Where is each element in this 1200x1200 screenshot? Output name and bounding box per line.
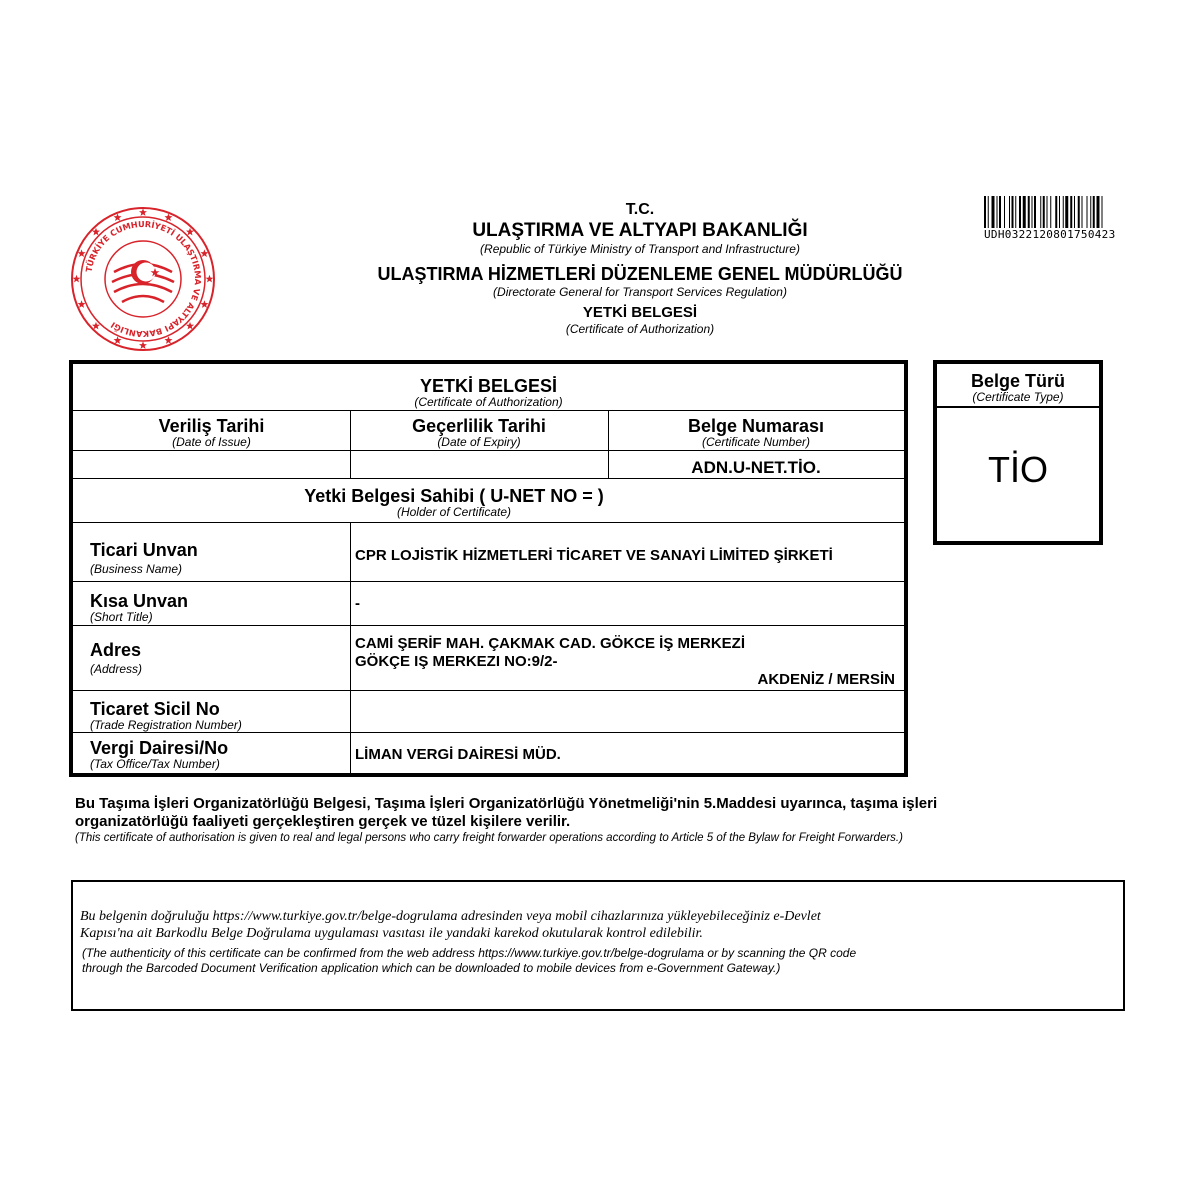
address-line-2: GÖKÇE IŞ MERKEZI NO:9/2- <box>355 653 558 670</box>
header-ministry: ULAŞTIRMA VE ALTYAPI BAKANLIĞI <box>472 220 808 241</box>
verification-tr <box>80 908 980 942</box>
table-title-en: (Certificate of Authorization) <box>414 395 563 409</box>
cert-type-label: Belge Türü <box>970 371 1065 391</box>
holder-label: Yetki Belgesi Sahibi ( U-NET NO = ) <box>304 486 604 506</box>
legal-statement <box>75 795 1075 845</box>
barcode-bar <box>1019 196 1021 228</box>
barcode-bar <box>1059 196 1060 228</box>
seal-star-icon <box>139 208 147 216</box>
seal-star-icon <box>206 275 214 283</box>
seal-star-icon <box>73 275 81 283</box>
barcode-bar <box>1004 196 1005 228</box>
barcode-image <box>984 196 1138 228</box>
barcode-bar <box>1090 196 1091 228</box>
certificate-type-box <box>933 360 1103 545</box>
barcode-bar <box>997 196 998 228</box>
barcode-bar <box>1043 196 1045 228</box>
verification-en-line-1: (The authenticity of this certificate can be confirmed from the web address https://www.turkiye.gov.tr/belge-dogrulama or by scanning the QR code <box>82 946 857 960</box>
barcode-bar <box>1009 196 1010 228</box>
tax-office-label-en: (Tax Office/Tax Number) <box>90 757 220 771</box>
header-directorate-en: (Directorate General for Transport Services Regulation) <box>493 285 787 299</box>
legal-en: (This certificate of authorisation is given to real and legal persons who carry freight forwarder operations according to Article 5 of the Bylaw for Freight Forwarders.) <box>75 832 903 844</box>
barcode-bar <box>992 196 995 228</box>
trade-registry-label-en: (Trade Registration Number) <box>90 718 242 732</box>
seal-star-icon <box>139 341 147 349</box>
document-header <box>300 200 980 337</box>
cert-number-value: ADN.U-NET.TİO. <box>691 458 821 477</box>
barcode-bar <box>1070 196 1072 228</box>
barcode-number: UDH0322120801750423 <box>984 228 1116 241</box>
barcode-bar <box>1097 196 1100 228</box>
verification-tr-line-1: Bu belgenin doğruluğu https://www.turkiye.gov.tr/belge-dogrulama adresinden veya mobil cihazlarınıza yükleyebileceğiniz e-Devlet <box>80 909 821 924</box>
barcode-bar <box>1050 196 1051 228</box>
trade-registry-label: Ticaret Sicil No <box>90 699 220 719</box>
verification-box <box>71 880 1125 1011</box>
cert-type-value: TİO <box>988 449 1048 490</box>
cert-type-label-en: (Certificate Type) <box>972 390 1064 404</box>
barcode-bar <box>984 196 986 228</box>
barcode-bar <box>1102 196 1103 228</box>
barcode-bar <box>1078 196 1080 228</box>
header-tc: T.C. <box>625 201 655 218</box>
barcode-bar <box>1023 196 1026 228</box>
seal-star-icon <box>78 300 86 308</box>
barcode-bar <box>1093 196 1095 228</box>
cert-number-label: Belge Numarası <box>687 416 825 436</box>
short-title-value: - <box>355 595 360 612</box>
barcode-bar <box>1063 196 1064 228</box>
ministry-seal-logo <box>70 206 216 352</box>
issue-date-label-en: (Date of Issue) <box>172 435 251 449</box>
verification-tr-line-2: Kapısı'na ait Barkodlu Belge Doğrulama uygulaması vasıtası ile yandaki karekod okutularak kontrol edilebilir. <box>80 926 703 941</box>
barcode-bar <box>1015 196 1016 228</box>
cert-number-label-en: (Certificate Number) <box>701 435 811 449</box>
address-city: AKDENİZ / MERSİN <box>757 671 895 688</box>
seal-ring-text: TÜRKİYE CUMHURİYETİ ULAŞTIRMA VE ALTYAPI BAKANLIĞI <box>83 218 204 340</box>
barcode-bar <box>1082 196 1083 228</box>
tax-office-value: LİMAN VERGİ DAİRESİ MÜD. <box>355 746 561 763</box>
table-title: YETKİ BELGESİ <box>419 376 558 396</box>
barcode-bar <box>1012 196 1014 228</box>
address-label: Adres <box>90 640 142 660</box>
barcode-bar <box>1040 196 1041 228</box>
certificate-table <box>69 360 908 777</box>
barcode-bar <box>1065 196 1068 228</box>
business-name-label-en: (Business Name) <box>90 562 183 576</box>
barcode-bar <box>988 196 989 228</box>
business-name-label: Ticari Unvan <box>90 540 198 560</box>
header-directorate: ULAŞTIRMA HİZMETLERİ DÜZENLEME GENEL MÜDÜRLÜĞÜ <box>377 264 903 284</box>
barcode-bar <box>1087 196 1088 228</box>
barcode-bar <box>1034 196 1036 228</box>
header-certificate-en: (Certificate of Authorization) <box>565 322 715 336</box>
address-line-1: CAMİ ŞERİF MAH. ÇAKMAK CAD. GÖKCE İŞ MERKEZİ <box>355 635 745 652</box>
barcode-bar <box>999 196 1001 228</box>
verification-en <box>82 946 982 976</box>
expiry-date-label-en: (Date of Expiry) <box>437 435 521 449</box>
barcode-bar <box>1047 196 1048 228</box>
issue-date-label: Veriliş Tarihi <box>158 416 265 436</box>
barcode-bar <box>1032 196 1033 228</box>
seal-star-icon <box>200 300 208 308</box>
header-certificate: YETKİ BELGESİ <box>582 304 698 321</box>
address-label-en: (Address) <box>90 662 143 676</box>
legal-tr-line-1: Bu Taşıma İşleri Organizatörlüğü Belgesi, Taşıma İşleri Organizatörlüğü Yönetmeliği'nin 5.Maddesi uyarınca, taşıma işleri <box>75 795 938 812</box>
barcode-bar <box>1028 196 1030 228</box>
short-title-label: Kısa Unvan <box>90 591 189 611</box>
short-title-label-en: (Short Title) <box>90 610 153 624</box>
holder-label-en: (Holder of Certificate) <box>396 505 512 519</box>
barcode-bar <box>1055 196 1057 228</box>
header-ministry-en: (Republic of Türkiye Ministry of Transport and Infrastructure) <box>480 242 800 256</box>
tax-office-label: Vergi Dairesi/No <box>90 738 229 758</box>
expiry-date-label: Geçerlilik Tarihi <box>412 416 546 436</box>
business-name-value: CPR LOJİSTİK HİZMETLERİ TİCARET VE SANAYİ LİMİTED ŞİRKETİ <box>355 547 833 564</box>
verification-en-line-2: through the Barcoded Document Verification application which can be downloaded to mobile devices from e-Government Gateway.) <box>82 961 781 975</box>
legal-tr-line-2: organizatörlüğü faaliyeti gerçekleştiren gerçek ve tüzel kişilere verilir. <box>75 813 571 830</box>
barcode-bar <box>1074 196 1075 228</box>
